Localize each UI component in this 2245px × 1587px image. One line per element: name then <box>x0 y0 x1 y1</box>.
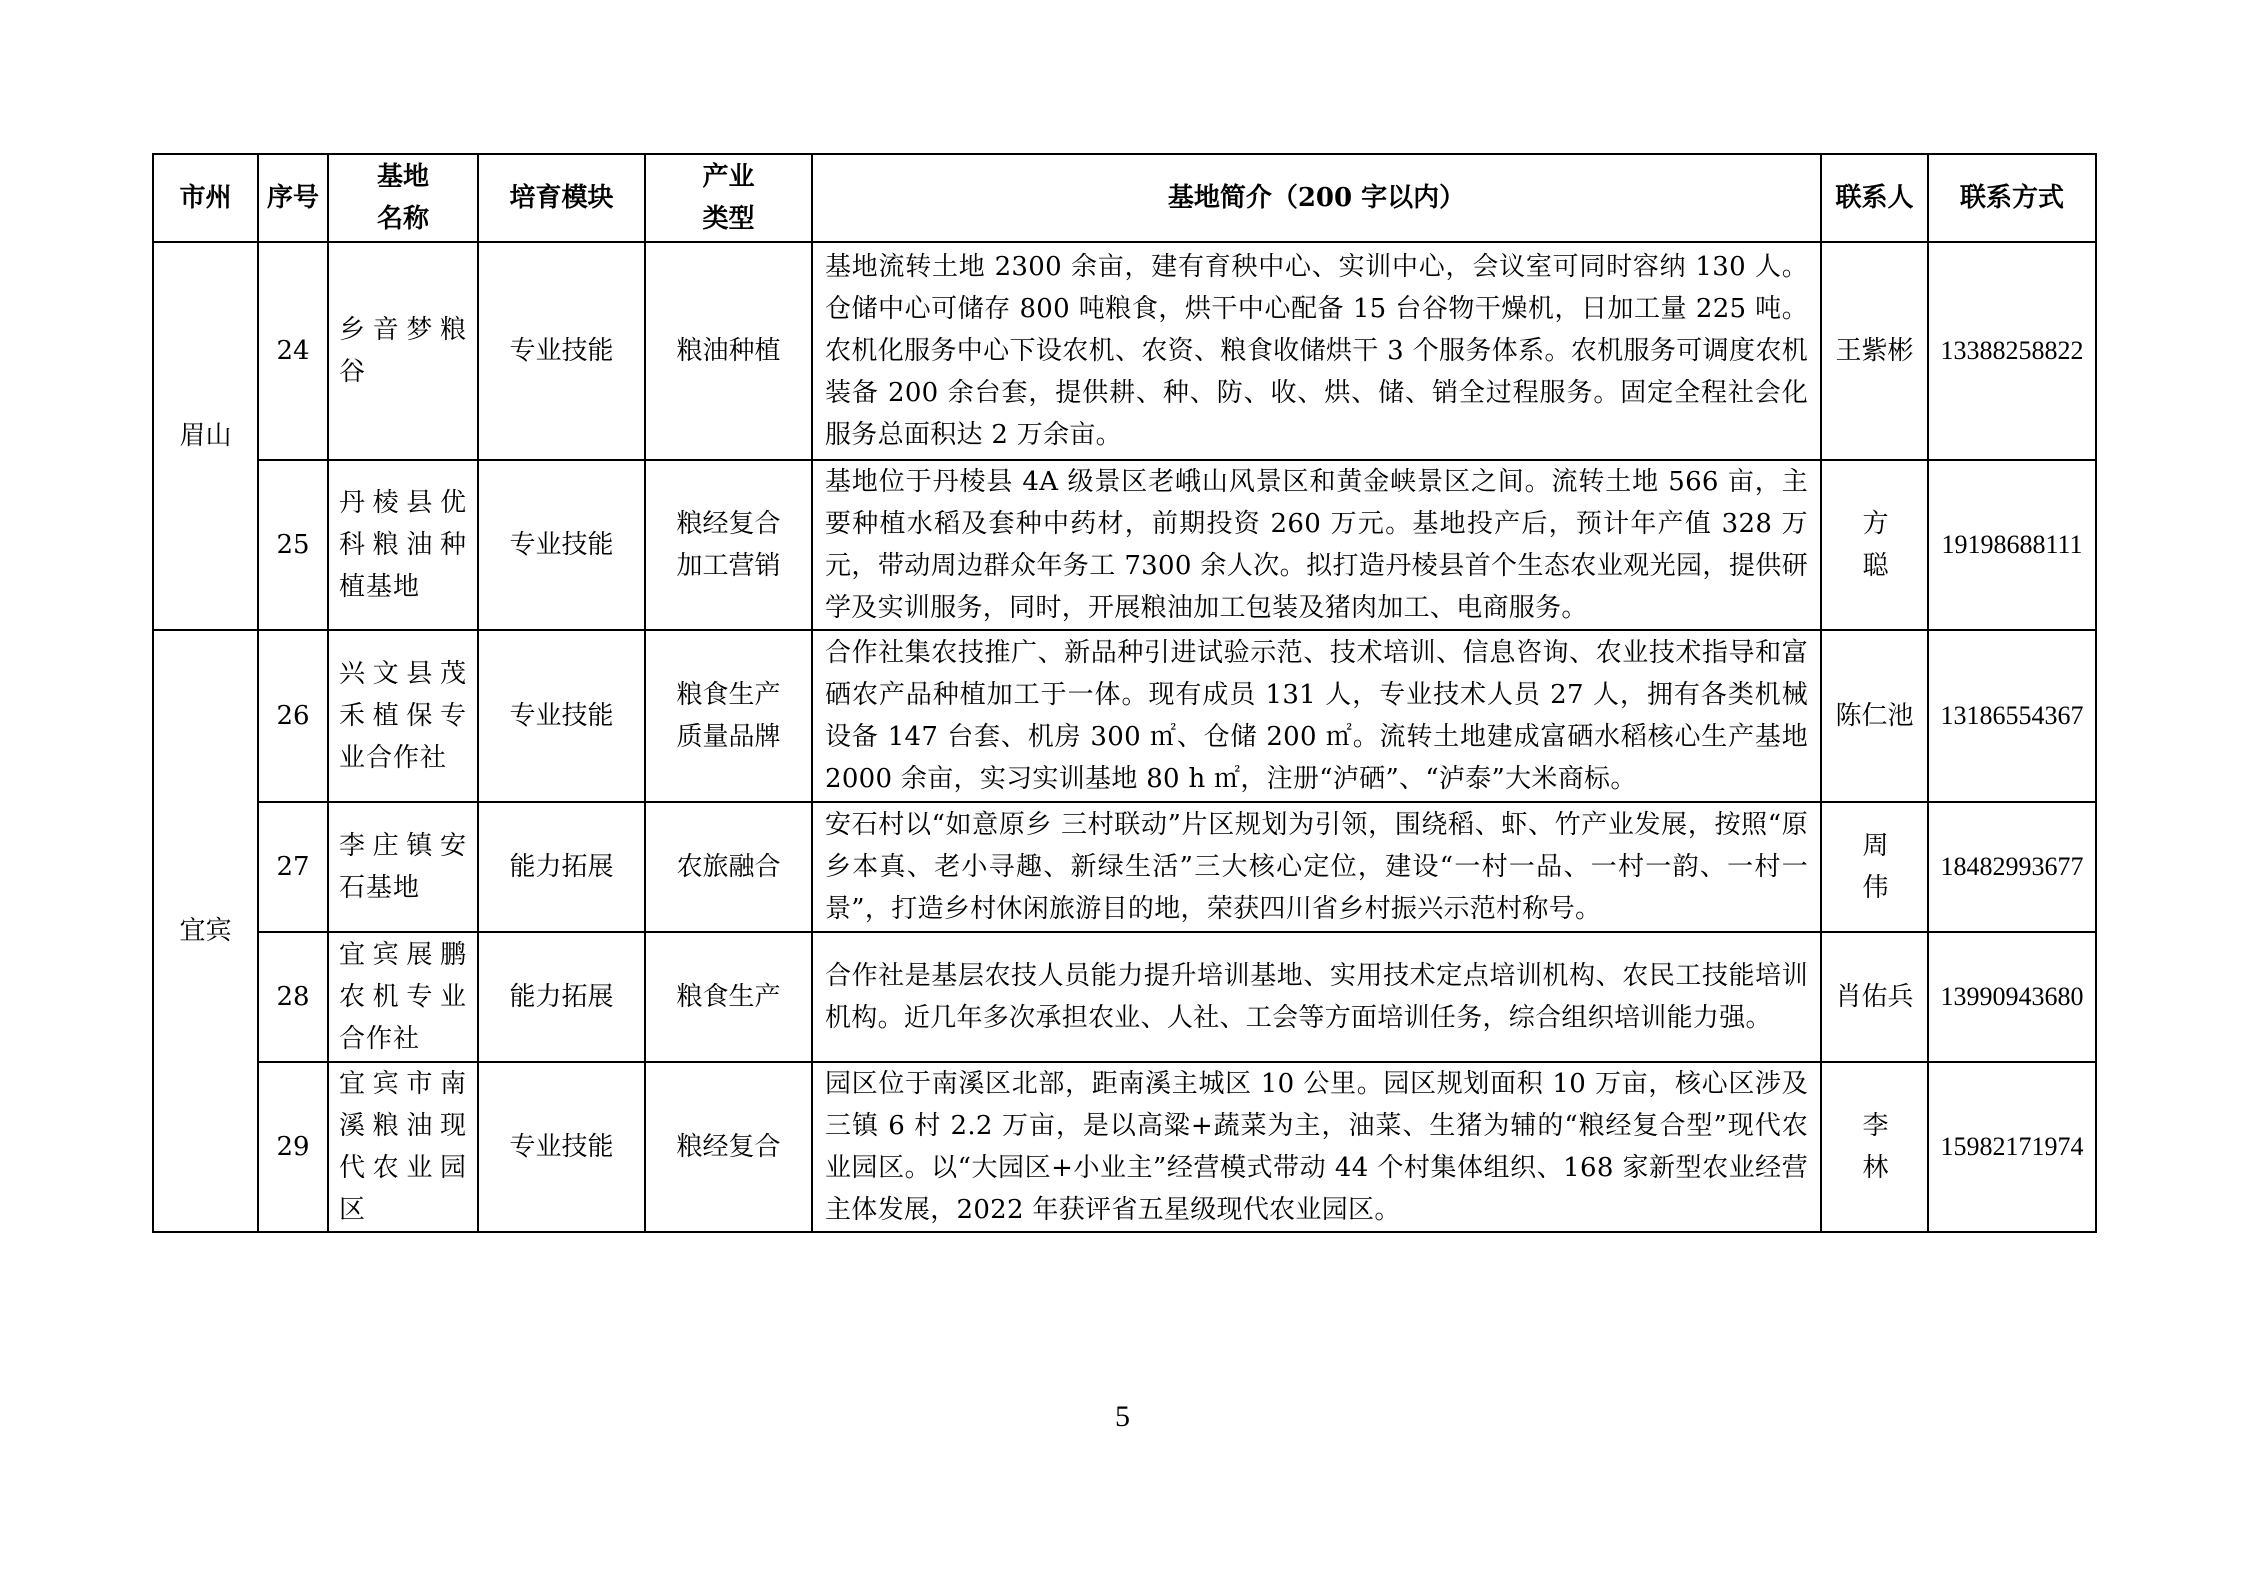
table-header-row <box>153 154 2096 242</box>
contact-cell: 李林 <box>1821 1062 1928 1232</box>
header-name-line2: 名称 <box>376 204 429 234</box>
seq-cell: 29 <box>258 1062 328 1232</box>
type-cell: 粮经复合加工营销 <box>645 460 812 630</box>
table-row <box>153 242 2096 460</box>
contact-cell: 周伟 <box>1821 802 1928 932</box>
base-name-cell: 宜宾市南溪粮油现代农业园区 <box>328 1062 478 1232</box>
header-name-line1: 基地 <box>376 162 429 192</box>
header-name <box>328 154 478 242</box>
header-phone: 联系方式 <box>1928 154 2096 242</box>
header-type-line1: 产业 <box>702 162 755 192</box>
contact-cell: 肖佑兵 <box>1821 932 1928 1062</box>
phone-cell: 13186554367 <box>1928 630 2096 802</box>
desc-cell: 基地流转土地 2300 余亩，建有育秧中心、实训中心，会议室可同时容纳 130 人。仓储中心可储存 800 吨粮食，烘干中心配备 15 台谷物干燥机，日加工量 225 吨。农机化服务中心下设农机、农资、粮食收储烘干 3 个服务体系。农机服务可调度农机装备 200 余台套，提供耕、种、防、收、烘、储、销全过程服务。固定全程社会化服务总面积达 2 万余亩。 <box>812 242 1821 460</box>
type-cell: 粮经复合 <box>645 1062 812 1232</box>
header-city: 市州 <box>153 154 258 242</box>
phone-cell: 13388258822 <box>1928 242 2096 460</box>
seq-cell: 27 <box>258 802 328 932</box>
table-row <box>153 1062 2096 1232</box>
seq-cell: 26 <box>258 630 328 802</box>
contact-cell: 陈仁池 <box>1821 630 1928 802</box>
header-desc: 基地简介（200 字以内） <box>812 154 1821 242</box>
page-number: 5 <box>1115 1400 1130 1433</box>
module-cell: 专业技能 <box>478 630 645 802</box>
header-contact: 联系人 <box>1821 154 1928 242</box>
city-cell-meishan: 眉山 <box>153 242 258 630</box>
seq-cell: 24 <box>258 242 328 460</box>
contact-cell: 王紫彬 <box>1821 242 1928 460</box>
module-cell: 专业技能 <box>478 242 645 460</box>
type-cell: 粮食生产 <box>645 932 812 1062</box>
phone-cell: 15982171974 <box>1928 1062 2096 1232</box>
module-cell: 专业技能 <box>478 460 645 630</box>
header-type-line2: 类型 <box>702 204 755 234</box>
header-type <box>645 154 812 242</box>
type-cell: 粮油种植 <box>645 242 812 460</box>
module-cell: 能力拓展 <box>478 802 645 932</box>
module-cell: 专业技能 <box>478 1062 645 1232</box>
type-cell: 农旅融合 <box>645 802 812 932</box>
desc-cell: 基地位于丹棱县 4A 级景区老峨山风景区和黄金峡景区之间。流转土地 566 亩，主要种植水稻及套种中药材，前期投资 260 万元。基地投产后，预计年产值 328 万元，带动周边群众年务工 7300 余人次。拟打造丹棱县首个生态农业观光园，提供研学及实训服务，同时，开展粮油加工包装及猪肉加工、电商服务。 <box>812 460 1821 630</box>
base-name-cell: 兴文县茂禾植保专业合作社 <box>328 630 478 802</box>
seq-cell: 25 <box>258 460 328 630</box>
desc-cell: 合作社是基层农技人员能力提升培训基地、实用技术定点培训机构、农民工技能培训机构。近几年多次承担农业、人社、工会等方面培训任务，综合组织培训能力强。 <box>812 932 1821 1062</box>
phone-cell: 18482993677 <box>1928 802 2096 932</box>
type-cell: 粮食生产质量品牌 <box>645 630 812 802</box>
base-name-cell: 丹棱县优科粮油种植基地 <box>328 460 478 630</box>
contact-cell: 方聪 <box>1821 460 1928 630</box>
base-name-cell: 李庄镇安石基地 <box>328 802 478 932</box>
table-row <box>153 630 2096 802</box>
header-module: 培育模块 <box>478 154 645 242</box>
seq-cell: 28 <box>258 932 328 1062</box>
desc-cell: 合作社集农技推广、新品种引进试验示范、技术培训、信息咨询、农业技术指导和富硒农产品种植加工于一体。现有成员 131 人，专业技术人员 27 人，拥有各类机械设备 147 台套、机房 300 ㎡、仓储 200 ㎡。流转土地建成富硒水稻核心生产基地 2000 余亩，实习实训基地 80 h ㎡，注册“泸硒”、“泸泰”大米商标。 <box>812 630 1821 802</box>
base-info-table <box>152 153 2097 1233</box>
phone-cell: 19198688111 <box>1928 460 2096 630</box>
header-seq: 序号 <box>258 154 328 242</box>
module-cell: 能力拓展 <box>478 932 645 1062</box>
table-row <box>153 932 2096 1062</box>
desc-cell: 园区位于南溪区北部，距南溪主城区 10 公里。园区规划面积 10 万亩，核心区涉及三镇 6 村 2.2 万亩，是以高粱+蔬菜为主，油菜、生猪为辅的“粮经复合型”现代农业园区。以“大园区+小业主”经营模式带动 44 个村集体组织、168 家新型农业经营主体发展，2022 年获评省五星级现代农业园区。 <box>812 1062 1821 1232</box>
base-name-cell: 乡音梦粮谷 <box>328 242 478 460</box>
desc-cell: 安石村以“如意原乡 三村联动”片区规划为引领，围绕稻、虾、竹产业发展，按照“原乡本真、老小寻趣、新绿生活”三大核心定位，建设“一村一品、一村一韵、一村一景”，打造乡村休闲旅游目的地，荣获四川省乡村振兴示范村称号。 <box>812 802 1821 932</box>
base-name-cell: 宜宾展鹏农机专业合作社 <box>328 932 478 1062</box>
table-row <box>153 802 2096 932</box>
city-cell-yibin: 宜宾 <box>153 630 258 1232</box>
phone-cell: 13990943680 <box>1928 932 2096 1062</box>
table-row <box>153 460 2096 630</box>
